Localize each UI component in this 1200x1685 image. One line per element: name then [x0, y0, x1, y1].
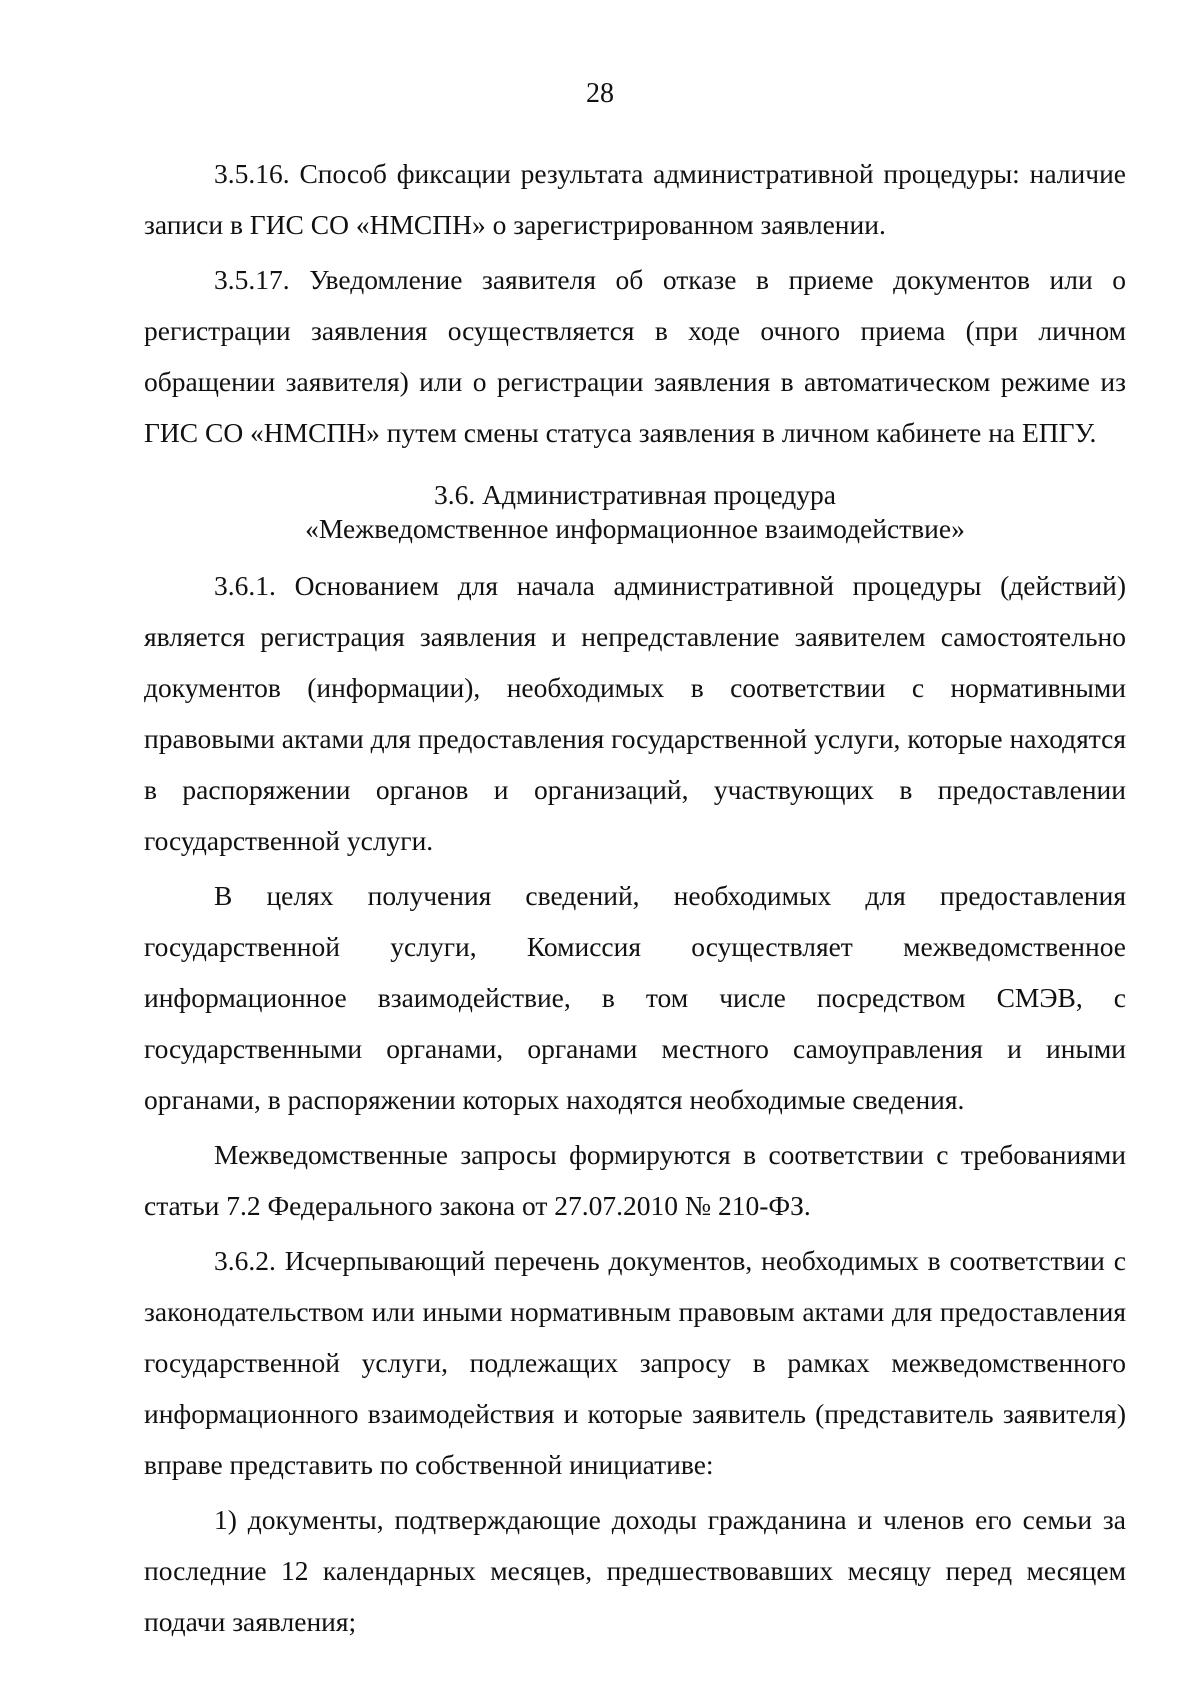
section-heading-number: 3.6. Административная процедура [434, 479, 836, 510]
paragraph-3-5-17: 3.5.17. Уведомление заявителя об отказе в приеме документов или о регистрации заявления осуществляется в ходе очного приема (при личном обращении заявителя) или о регистрации заявления в автоматическом режиме из ГИС СО «НМСПН» путем смены статуса заявления в личном кабинете на ЕПГУ. [144, 264, 1126, 448]
document-body [144, 148, 1126, 1647]
section-heading [144, 478, 1126, 546]
paragraph-3-6-1: 3.6.1. Основанием для начала административной процедуры (действий) является регистрация заявления и непредставление заявителем самостоятельно документов (информации), необходимых в соответствии с нормативными правовыми актами для предоставления государственной услуги, которые находятся в распоряжении органов и организаций, участвующих в предоставлении государственной услуги. [144, 570, 1126, 856]
section-heading-title: «Межведомственное информационное взаимодействие» [305, 513, 965, 544]
paragraph-interagency-purpose: В целях получения сведений, необходимых для предоставления государственной услуги, Комиссия осуществляет межведомственное информационное взаимодействие, в том числе посредством СМЭВ, с государственными органами, органами местного самоуправления и иными органами, в распоряжении которых находятся необходимые сведения. [144, 880, 1126, 1115]
paragraph-interagency-requests: Межведомственные запросы формируются в соответствии с требованиями статьи 7.2 Федерального закона от 27.07.2010 № 210-ФЗ. [144, 1139, 1126, 1221]
list-item-1: 1) документы, подтверждающие доходы гражданина и членов его семьи за последние 12 календарных месяцев, предшествовавших месяцу перед месяцем подачи заявления; [144, 1504, 1126, 1637]
paragraph-3-5-16: 3.5.16. Способ фиксации результата административной процедуры: наличие записи в ГИС СО «НМСПН» о зарегистрированном заявлении. [144, 158, 1126, 240]
page-number: 28 [586, 78, 614, 109]
paragraph-3-6-2: 3.6.2. Исчерпывающий перечень документов, необходимых в соответствии с законодательством или иными нормативным правовым актами для предоставления государственной услуги, подлежащих запросу в рамках межведомственного информационного взаимодействия и которые заявитель (представитель заявителя) вправе представить по собственной инициативе: [144, 1245, 1126, 1480]
